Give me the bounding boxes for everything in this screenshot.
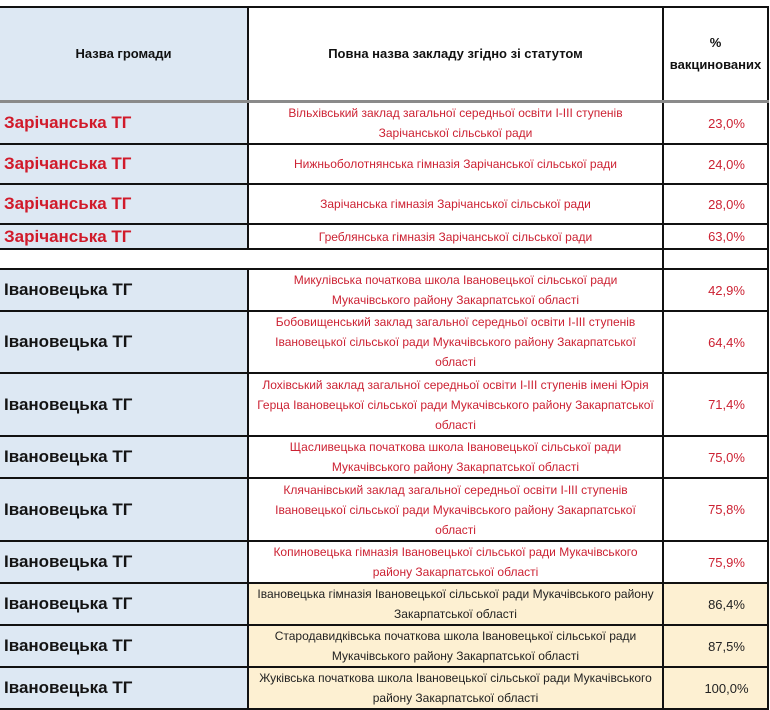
blank-cell bbox=[663, 249, 768, 269]
community-cell: Зарічанська ТГ bbox=[0, 184, 248, 224]
table-row bbox=[0, 541, 768, 583]
institution-cell: Щасливецька початкова школа Івановецької сільської ради Мукачівського району Закарпатської області bbox=[248, 436, 663, 478]
community-cell: Зарічанська ТГ bbox=[0, 144, 248, 184]
percent-cell: 75,0% bbox=[663, 436, 768, 478]
institution-cell: Стародавидківська початкова школа Івановецької сільської ради Мукачівського району Закарпатської області bbox=[248, 625, 663, 667]
percent-cell: 28,0% bbox=[663, 184, 768, 224]
percent-cell: 24,0% bbox=[663, 144, 768, 184]
table-row bbox=[0, 269, 768, 311]
community-cell: Івановецька ТГ bbox=[0, 667, 248, 709]
blank-separator-row bbox=[0, 249, 768, 269]
table-row bbox=[0, 184, 768, 224]
table-row bbox=[0, 311, 768, 373]
percent-cell: 64,4% bbox=[663, 311, 768, 373]
table-row bbox=[0, 478, 768, 541]
header-percent-symbol: % bbox=[709, 35, 722, 50]
table-row bbox=[0, 583, 768, 625]
community-cell: Івановецька ТГ bbox=[0, 311, 248, 373]
blank-cell bbox=[248, 249, 663, 269]
community-cell: Івановецька ТГ bbox=[0, 269, 248, 311]
community-cell: Івановецька ТГ bbox=[0, 541, 248, 583]
header-institution bbox=[248, 7, 663, 102]
institution-cell: Нижньоболотнянська гімназія Зарічанської сільської ради bbox=[248, 144, 663, 184]
institution-cell: Клячанівський заклад загальної середньої освіти І-ІІІ ступенів Івановецької сільської ради Мукачівського району Закарпатської області bbox=[248, 478, 663, 541]
header-community bbox=[0, 7, 248, 102]
community-cell: Зарічанська ТГ bbox=[0, 224, 248, 249]
table-row bbox=[0, 224, 768, 249]
institution-cell: Бобовищенський заклад загальної середньої освіти І-ІІІ ступенів Івановецької сільської ради Мукачівського району Закарпатської області bbox=[248, 311, 663, 373]
percent-cell: 71,4% bbox=[663, 373, 768, 436]
blank-cell bbox=[0, 249, 248, 269]
institution-cell: Зарічанська гімназія Зарічанської сільської ради bbox=[248, 184, 663, 224]
table-row bbox=[0, 667, 768, 709]
table-row bbox=[0, 144, 768, 184]
table-row bbox=[0, 373, 768, 436]
header-percent bbox=[663, 7, 768, 102]
institution-cell: Івановецька гімназія Івановецької сільської ради Мукачівського району Закарпатської області bbox=[248, 583, 663, 625]
community-cell: Івановецька ТГ bbox=[0, 583, 248, 625]
percent-cell: 23,0% bbox=[663, 102, 768, 145]
community-cell: Івановецька ТГ bbox=[0, 478, 248, 541]
percent-cell: 86,4% bbox=[663, 583, 768, 625]
percent-cell: 75,9% bbox=[663, 541, 768, 583]
institution-cell: Жуківська початкова школа Івановецької сільської ради Мукачівського району Закарпатської області bbox=[248, 667, 663, 709]
community-cell: Івановецька ТГ bbox=[0, 373, 248, 436]
table-row bbox=[0, 436, 768, 478]
community-cell: Івановецька ТГ bbox=[0, 436, 248, 478]
table-row bbox=[0, 102, 768, 145]
header-community-label: Назва громади bbox=[75, 46, 172, 61]
percent-cell: 42,9% bbox=[663, 269, 768, 311]
header-row bbox=[0, 7, 768, 102]
table-row bbox=[0, 625, 768, 667]
institution-cell: Копиновецька гімназія Івановецької сільської ради Мукачівського району Закарпатської області bbox=[248, 541, 663, 583]
institution-cell: Греблянська гімназія Зарічанської сільської ради bbox=[248, 224, 663, 249]
institution-cell: Вільхівський заклад загальної середньої освіти І-ІІІ ступенів Зарічанської сільської ради bbox=[248, 102, 663, 145]
vaccination-table bbox=[0, 6, 769, 710]
community-cell: Зарічанська ТГ bbox=[0, 102, 248, 145]
percent-cell: 100,0% bbox=[663, 667, 768, 709]
header-institution-label: Повна назва закладу згідно зі статутом bbox=[328, 46, 583, 61]
community-cell: Івановецька ТГ bbox=[0, 625, 248, 667]
institution-cell: Микулівська початкова школа Івановецької сільської ради Мукачівського району Закарпатської області bbox=[248, 269, 663, 311]
institution-cell: Лохівський заклад загальної середньої освіти І-ІІІ ступенів імені Юрія Герца Івановецької сільської ради Мукачівського району Закарпатської області bbox=[248, 373, 663, 436]
percent-cell: 75,8% bbox=[663, 478, 768, 541]
percent-cell: 87,5% bbox=[663, 625, 768, 667]
percent-cell: 63,0% bbox=[663, 224, 768, 249]
header-percent-label: вакцинованих bbox=[669, 57, 762, 72]
